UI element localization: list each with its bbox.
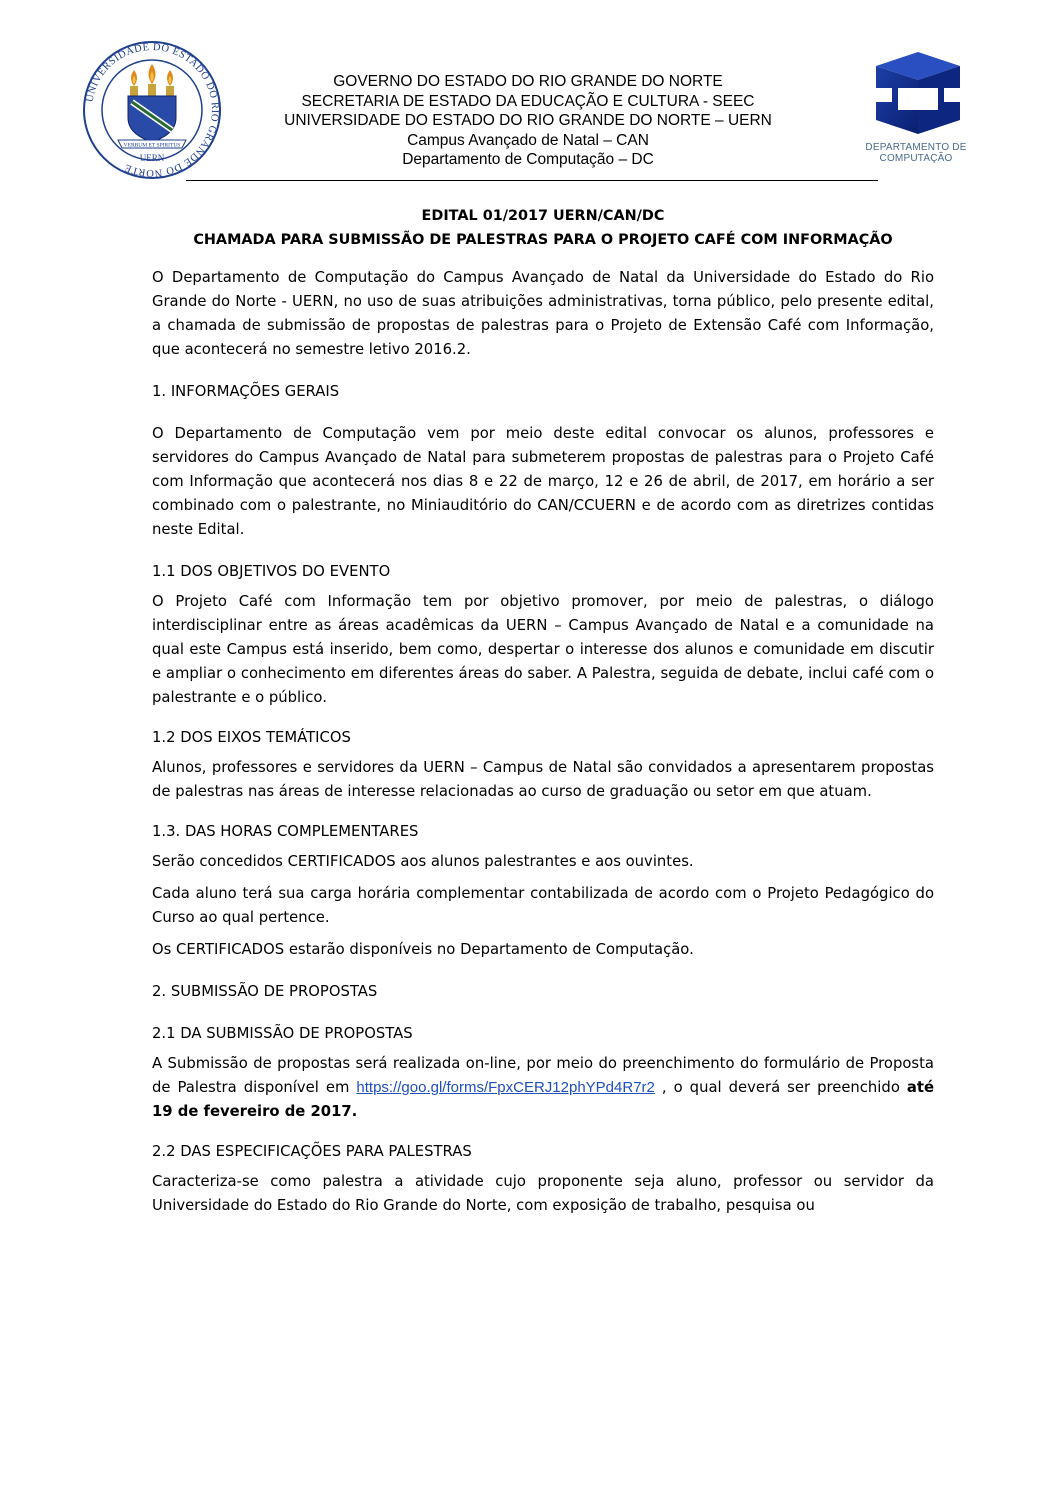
section-2-2-text: Caracteriza-se como palestra a atividade cujo proponente seja aluno, professor ou servidor da Universidade do Estado do Rio Grande do Norte, com exposição de trabalho, pesquisa ou [152,1173,934,1214]
submission-form-link[interactable]: https://goo.gl/forms/FpxCERJ12phYPd4R7r2 [356,1079,655,1096]
section-1-3-paragraph-3: Os CERTIFICADOS estarão disponíveis no Departamento de Computação. [152,941,694,958]
section-2-heading: 2. SUBMISSÃO DE PROPOSTAS [152,983,378,1000]
section-1-3-paragraph-1: Serão concedidos CERTIFICADOS aos alunos palestrantes e aos ouvintes. [152,853,694,870]
department-logo-caption: DEPARTAMENTO DE COMPUTAÇÃO [865,142,967,164]
header-line-government: GOVERNO DO ESTADO DO RIO GRANDE DO NORTE [333,73,723,90]
header-text-block [228,72,828,170]
header-divider [186,180,878,181]
section-1-1-text: O Projeto Café com Informação tem por objetivo promover, por meio de palestras, o diálogo interdisciplinar entre as áreas acadêmicas da UERN – Campus Avançado de Natal e a comunidade na qual este Campus está inserido, bem como, despertar o interesse dos alunos e comunidade em discutir e ampliar o conhecimento em diferentes áreas do saber. A Palestra, seguida de debate, inclui café com o palestrante e o público. [152,593,934,706]
edital-number: EDITAL 01/2017 UERN/CAN/DC [421,208,665,224]
section-1-3-paragraph-2: Cada aluno terá sua carga horária complementar contabilizada de acordo com o Projeto Pedagógico do Curso ao qual pertence. [152,885,934,926]
section-2-1-text-middle: , o qual deverá ser preenchido [654,1079,907,1096]
seal-ring-text: UNIVERSIDADE DO ESTADO DO RIO GRANDE DO NORTE [84,41,221,179]
section-1-2-heading: 1.2 DOS EIXOS TEMÁTICOS [152,729,351,746]
section-2-2-heading: 2.2 DAS ESPECIFICAÇÕES PARA PALESTRAS [152,1143,472,1160]
header-line-department: Departamento de Computação – DC [402,151,654,168]
seal-banner-text: VERBUM ET SPIRITUS [123,142,181,149]
header-line-university: UNIVERSIDADE DO ESTADO DO RIO GRANDE DO NORTE – UERN [284,112,772,129]
header-line-campus: Campus Avançado de Natal – CAN [407,131,649,149]
document-body [152,204,934,1218]
section-1-heading: 1. INFORMAÇÕES GERAIS [152,383,340,400]
seal-bottom-text: UERN [139,153,165,163]
edital-subtitle: CHAMADA PARA SUBMISSÃO DE PALESTRAS PARA O PROJETO CAFÉ COM INFORMAÇÃO [193,232,893,248]
uern-seal-logo [82,40,222,180]
section-2-1-text-start: A Submissão de propostas será realizada on-line, por meio do preenchimento do formulário de Proposta de Palestra disponível em [152,1055,934,1096]
section-1-2-text: Alunos, professores e servidores da UERN – Campus de Natal são convidados a apresentarem propostas de palestras nas áreas de interesse relacionadas ao curso de graduação ou setor em que atuam. [152,759,934,800]
submission-deadline: até 19 de fevereiro de 2017. [152,1079,934,1120]
section-2-1-text [152,1052,934,1124]
header-line-secretariat: SECRETARIA DE ESTADO DA EDUCAÇÃO E CULTURA - SEEC [301,92,755,110]
section-2-1-heading: 2.1 DA SUBMISSÃO DE PROPOSTAS [152,1025,413,1042]
intro-paragraph: O Departamento de Computação do Campus Avançado de Natal da Universidade do Estado do Rio Grande do Norte - UERN, no uso de suas atribuições administrativas, torna público, pelo presente edital, a chamada de submissão de propostas de palestras para o Projeto de Extensão Café com Informação, que acontecerá no semestre letivo 2016.2. [152,269,934,358]
edital-title [152,204,934,252]
section-1-3-heading: 1.3. DAS HORAS COMPLEMENTARES [152,823,419,840]
section-1-text: O Departamento de Computação vem por meio deste edital convocar os alunos, professores e servidores do Campus Avançado de Natal para submeterem propostas de palestras para o Projeto Café com Informação que acontecerá nos dias 8 e 22 de março, 12 e 26 de abril, de 2017, em horário a ser combinado com o palestrante, no Miniauditório do CAN/CCUERN e de acordo com as diretrizes contidas neste Edital. [152,425,934,538]
section-1-1-heading: 1.1 DOS OBJETIVOS DO EVENTO [152,563,391,580]
